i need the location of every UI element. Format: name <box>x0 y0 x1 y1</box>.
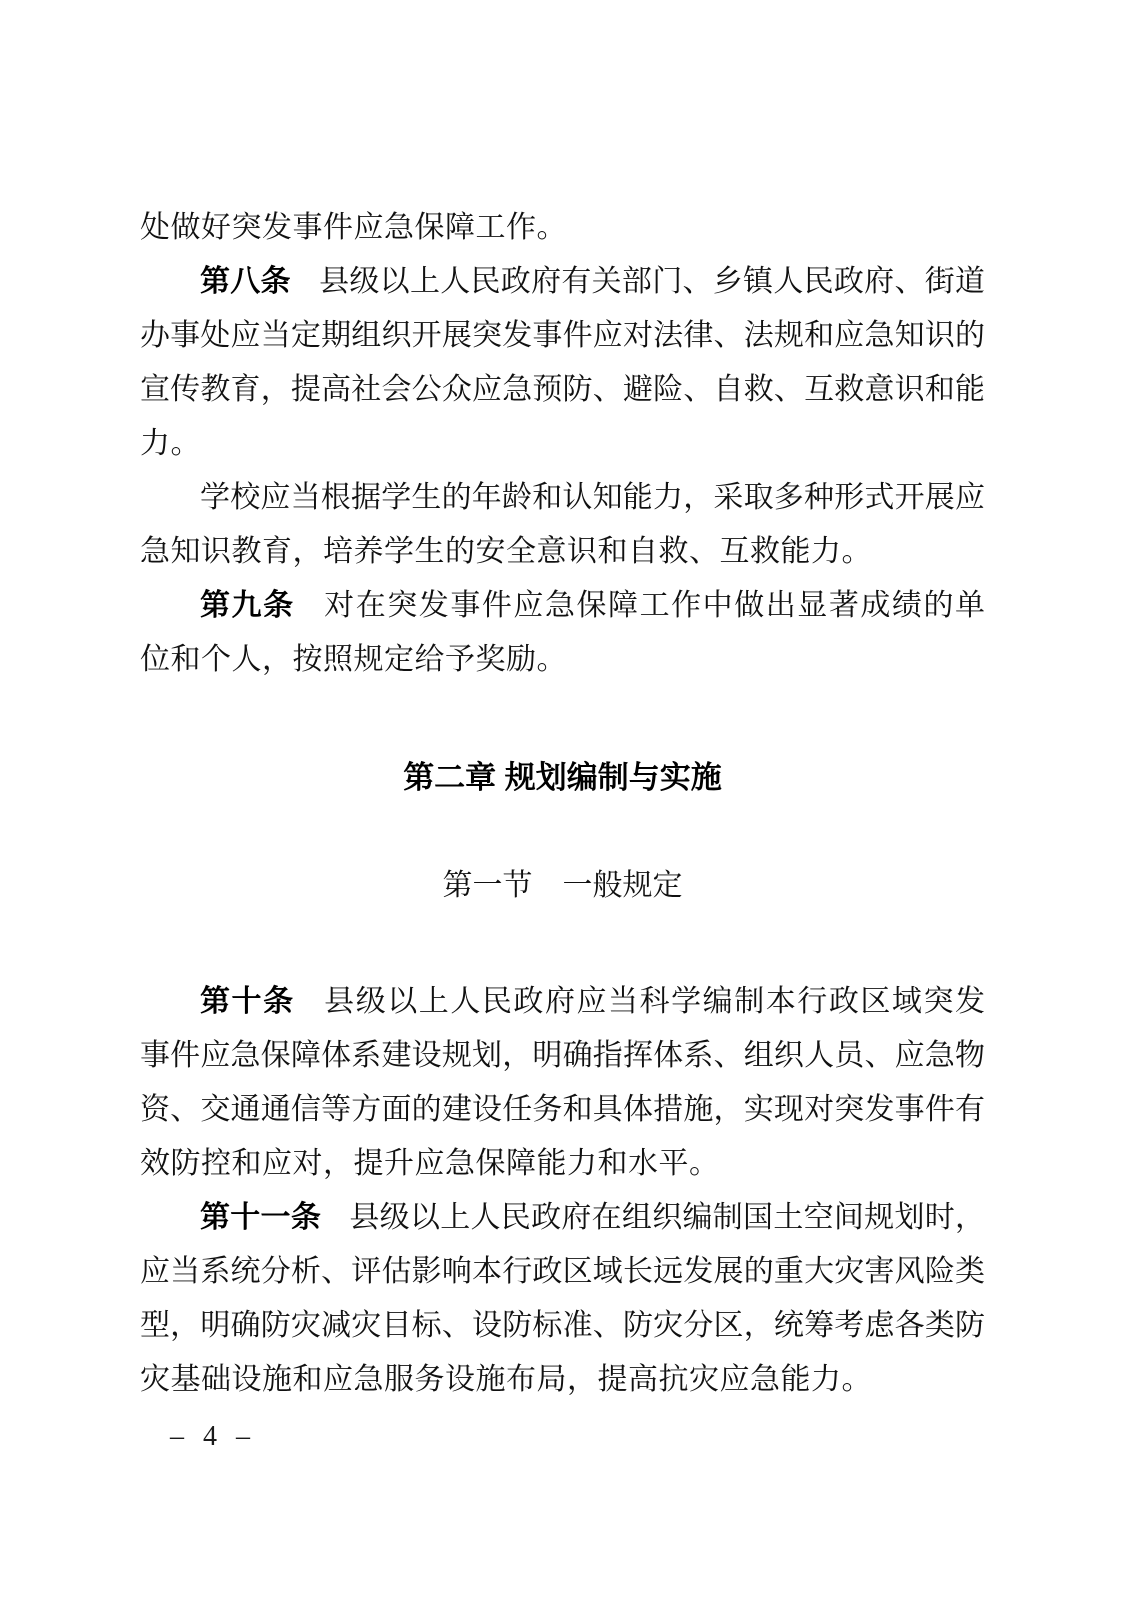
body-paragraph <box>140 975 985 1191</box>
body-text-line <box>140 975 985 1029</box>
body-text-line <box>140 1299 985 1353</box>
body-text-line <box>140 633 985 687</box>
body-paragraph <box>140 201 985 255</box>
line-text: 处做好突发事件应急保障工作。 <box>140 211 567 244</box>
article-number-label: 第九条 <box>200 589 295 622</box>
body-text-line <box>140 309 985 363</box>
section-heading: 第一节 一般规定 <box>442 869 683 902</box>
document-body <box>140 201 985 1457</box>
line-text: 力。 <box>140 427 201 460</box>
line-text: 县级以上人民政府有关部门、乡镇人民政府、街道 <box>318 265 986 298</box>
body-text-line <box>140 1029 985 1083</box>
line-text: 灾基础设施和应急服务设施布局，提高抗灾应急能力。 <box>140 1363 872 1396</box>
body-text-line <box>140 417 985 471</box>
article-number-label: 第十条 <box>200 985 295 1018</box>
line-text: 效防控和应对，提升应急保障能力和水平。 <box>140 1147 720 1180</box>
line-text: 办事处应当定期组织开展突发事件应对法律、法规和应急知识的 <box>140 319 985 352</box>
body-text-line <box>140 1137 985 1191</box>
body-paragraph <box>140 471 985 579</box>
body-text-line <box>140 1245 985 1299</box>
body-paragraph <box>140 579 985 687</box>
chapter-heading: 第二章 规划编制与实施 <box>403 760 722 795</box>
line-text: 县级以上人民政府应当科学编制本行政区域突发 <box>322 985 985 1018</box>
body-text-line <box>140 1353 985 1407</box>
body-text-line <box>140 1191 985 1245</box>
body-paragraph <box>140 255 985 471</box>
line-text: 应当系统分析、评估影响本行政区域长远发展的重大灾害风险类 <box>140 1255 985 1288</box>
body-blocks <box>140 201 985 1407</box>
page-number: – 4 – <box>170 1421 256 1452</box>
line-text: 宣传教育，提高社会公众应急预防、避险、自救、互救意识和能 <box>140 373 985 406</box>
body-text-line <box>140 579 985 633</box>
body-text-line <box>140 1083 985 1137</box>
line-text: 事件应急保障体系建设规划，明确指挥体系、组织人员、应急物 <box>140 1039 985 1072</box>
line-text: 资、交通通信等方面的建设任务和具体措施，实现对突发事件有 <box>140 1093 985 1126</box>
line-text: 县级以上人民政府在组织编制国土空间规划时， <box>349 1201 986 1234</box>
body-text-line <box>140 525 985 579</box>
body-paragraph <box>140 1191 985 1407</box>
article-number-label: 第十一条 <box>200 1201 322 1234</box>
body-text-line <box>140 255 985 309</box>
line-text: 型，明确防灾减灾目标、设防标准、防灾分区，统筹考虑各类防 <box>140 1309 985 1342</box>
body-text-line <box>140 363 985 417</box>
line-text: 位和个人，按照规定给予奖励。 <box>140 643 567 676</box>
line-text: 对在突发事件应急保障工作中做出显著成绩的单 <box>322 589 985 622</box>
article-number-label: 第八条 <box>200 265 291 298</box>
line-text: 急知识教育，培养学生的安全意识和自救、互救能力。 <box>140 535 872 568</box>
line-text: 学校应当根据学生的年龄和认知能力，采取多种形式开展应 <box>200 481 985 514</box>
body-text-line <box>140 201 985 255</box>
body-text-line <box>140 471 985 525</box>
